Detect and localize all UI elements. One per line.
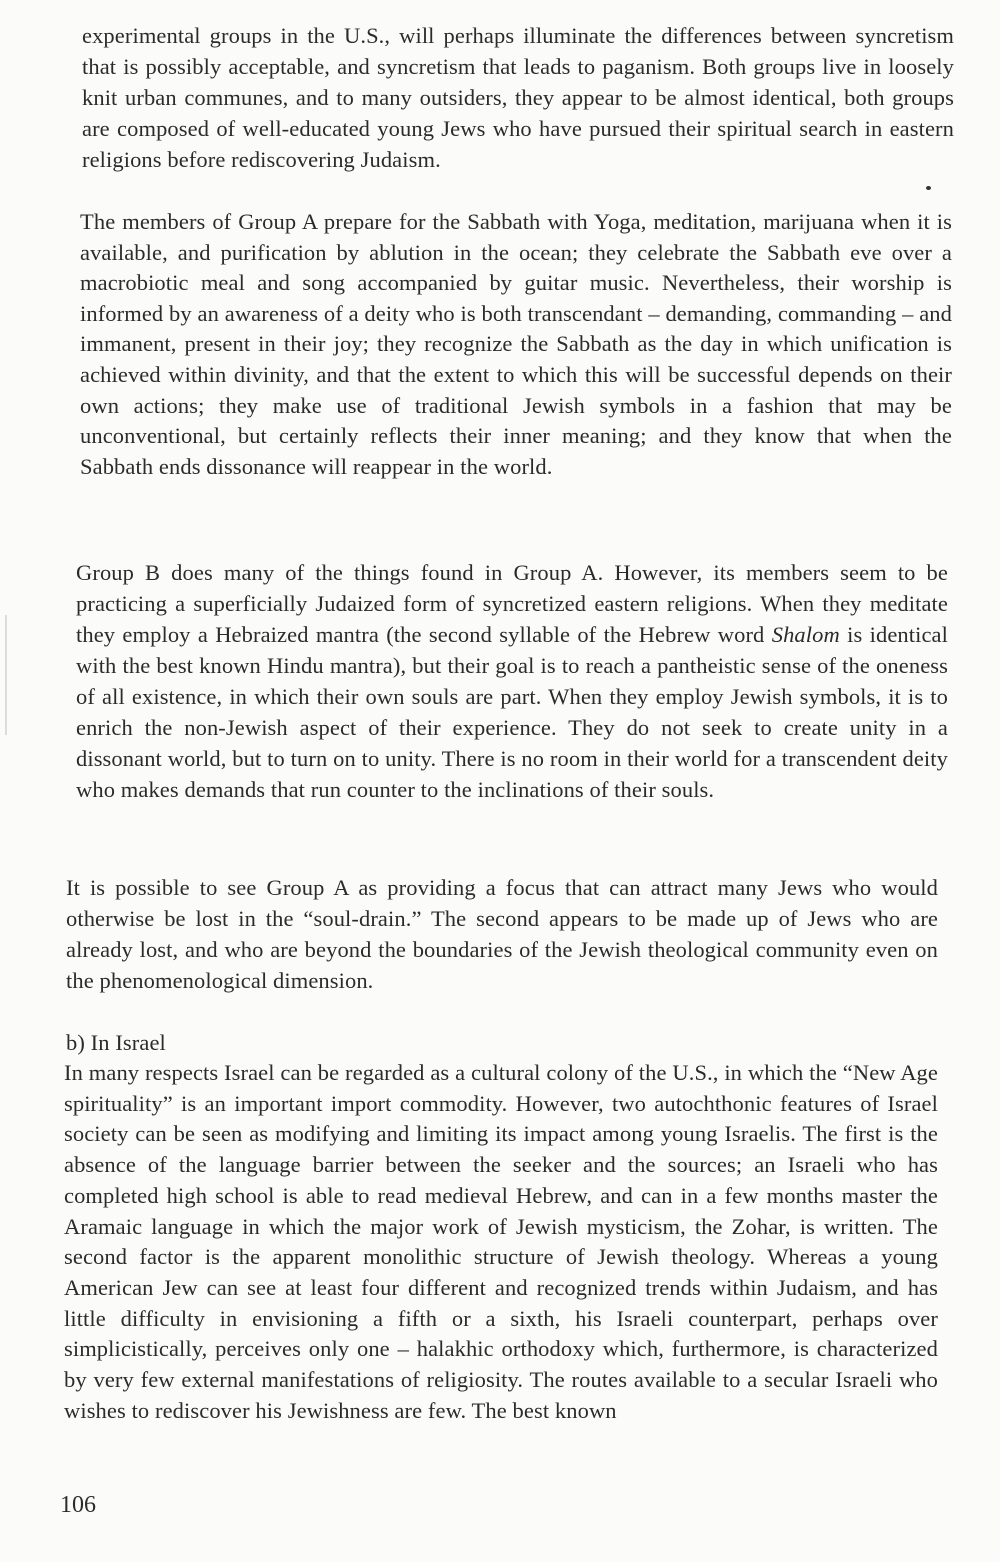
group-b-text-end: is identical with the best known Hindu mantra), but their goal is to reach a pantheistic sense of the oneness of all existence, in which their own souls are part. When they employ Jewish symbols, it is to enrich the non-Jewish aspect of their experience. They do not seek to create unity in a dissonant world, but to turn on to unity. There is no room in their world for a transcendent deity who makes demands that run counter to the inclinations of their souls.	[76, 622, 948, 802]
margin-shadow	[5, 615, 7, 735]
paragraph-syncretism-intro: experimental groups in the U.S., will perhaps illuminate the differences between syncretism that is possibly acceptable, and syncretism that leads to paganism. Both groups live in loosely knit urban communes, and to many outsiders, they appear to be almost identical, both groups are composed of well-educated young Jews who have pursued their spiritual search in eastern religions before rediscovering Judaism.	[82, 23, 954, 172]
group-b-text-start: Group B does many of the things found in Group A. However, its members seem to be practicing a superficially Judaized form of syncretized eastern religions. When they meditate they employ a Hebraized mantra (the second syllable of the Hebrew word	[76, 560, 948, 647]
page-number	[60, 1490, 96, 1520]
paragraph-israel: In many respects Israel can be regarded as a cultural colony of the U.S., in which the “New Age spirituality” is an important import commodity. However, two autochthonic features of Israel society can be seen as modifying and limiting its impact among young Israelis. The first is the absence of the language barrier between the seeker and the sources; an Israeli who has completed high school is able to read medieval Hebrew, and can in a few months master the Aramaic language in which the major work of Jewish mysticism, the Zohar, is written. The second factor is the apparent monolithic structure of Jewish theology. Whereas a young American Jew can see at least four different and recognized trends within Judaism, and has little difficulty in envisioning a fifth or a sixth, his Israeli counterpart, perhaps over simplicistically, perceives only one – halakhic orthodoxy which, furthermore, is characterized by very few external manifestations of religiosity. The routes available to a secular Israeli who wishes to rediscover his Jewishness are few. The best known	[64, 1060, 938, 1423]
page-number-text: 106	[60, 1492, 96, 1518]
paragraph-soul-drain: It is possible to see Group A as providing a focus that can attract many Jews who would otherwise be lost in the “soul-drain.” The second appears to be made up of Jews who are already lost, and who are beyond the boundaries of the Jewish theological community even on the phenomenological dimension.	[66, 875, 938, 993]
paragraph-group-b	[76, 557, 948, 805]
ink-speck	[926, 186, 931, 190]
word-shalom: Shalom	[771, 622, 840, 647]
paragraph-group-a: The members of Group A prepare for the Sabbath with Yoga, meditation, marijuana when it is available, and purification by ablution in the ocean; they celebrate the Sabbath eve over a macrobiotic meal and song accompanied by guitar music. Nevertheless, their worship is informed by an awareness of a deity who is both transcendant – demanding, commanding – and immanent, present in their joy; they recognize the Sabbath as the day in which unification is achieved within divinity, and that the extent to which this will be successful depends on their own actions; they make use of traditional Jewish symbols in a fashion that may be unconventional, but certainly reflects their inner meaning; and they know that when the Sabbath ends dissonance will reappear in the world.	[80, 209, 952, 479]
section-heading-in-israel: b) In Israel	[66, 1030, 166, 1055]
